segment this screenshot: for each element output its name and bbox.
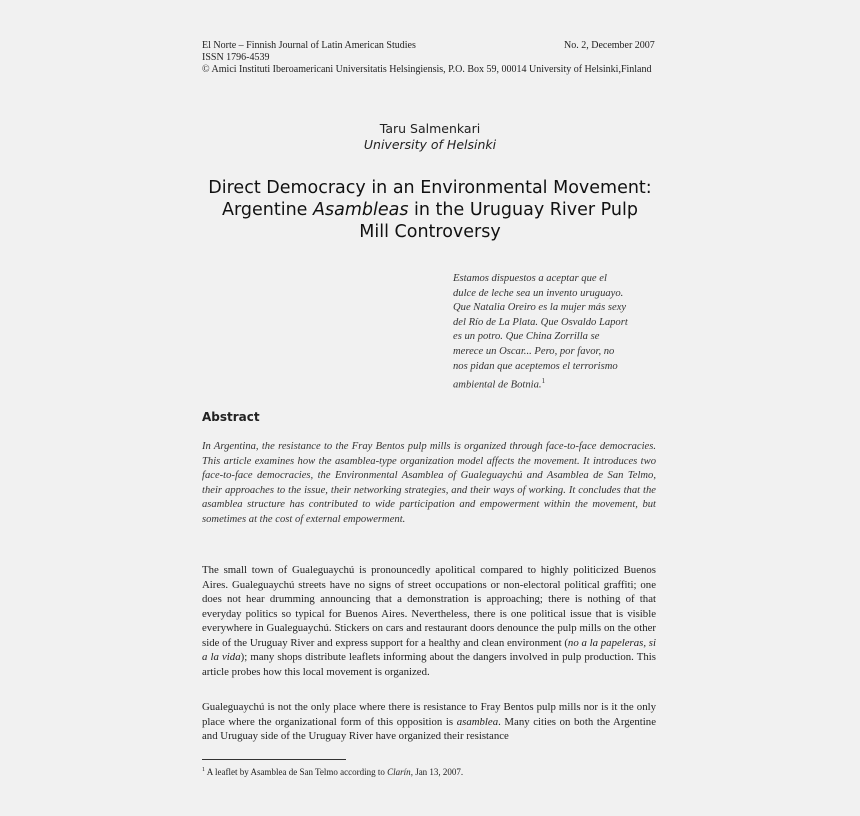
paragraph-2-text-a: Gualeguaychú is not the only place where there is resistance to Fray Bentos pulp mills nor is it the only place where the organizational form of this opposition is [202, 701, 656, 728]
epigraph-line: es un potro. Que China Zorrilla se [453, 331, 600, 343]
epigraph-line: del Río de La Plata. Que Osvaldo Laport [453, 316, 628, 328]
footnote-reference[interactable]: 1 [541, 377, 546, 386]
paragraph-1-emphasis: no a la papeleras, si a la vida [202, 636, 657, 663]
footnote-text-b: , Jan 13, 2007. [410, 767, 464, 777]
footnote-text-a: A leaflet by Asamblea de San Telmo according to [205, 767, 388, 777]
issue-info: No. 2, December 2007 [564, 40, 655, 51]
body-paragraph-1 [202, 563, 656, 679]
footnote-divider [202, 759, 346, 760]
epigraph [453, 272, 663, 393]
title-line-2-post: in the Uruguay River Pulp [408, 200, 638, 220]
journal-name: El Norte – Finnish Journal of Latin American Studies [202, 40, 416, 51]
copyright-line: © Amici Instituti Iberoamericani Universitatis Helsingiensis, P.O. Box 59, 00014 University of Helsinki,Finland [202, 64, 652, 75]
epigraph-line: merece un Oscar... Pero, por favor, no [453, 345, 615, 357]
epigraph-line: dulce de leche sea un invento uruguayo. [453, 287, 624, 299]
paragraph-1-text-a: The small town of Gualeguaychú is pronouncedly apolitical compared to highly politicized Buenos Aires. Gualeguaychú streets have no signs of street occupations or non-electoral political graffiti; one does not hear drumming announcing that a demonstration is approaching; there is nothing of that everyday politics so typical for Buenos Aires. Nevertheless, there is one political issue that is visible everywhere in Gualeguaychú. Stickers on cars and restaurant doors denounce the pulp mills on the other side of the Uruguay River and express support for a healthy and clean environment ( [202, 564, 656, 649]
abstract-text: In Argentina, the resistance to the Fray Bentos pulp mills is organized through face-to-face democracies. This article examines how the asamblea-type organization model affects the movement. It introduces two face-to-face democracies, the Environmental Asamblea of Gualeguaychú and Asamblea de San Telmo, their approaches to the issue, their networking strategies, and their ways of working. It concludes that the asamblea structure has contributed to wide participation and empowerment within the movement, but sometimes at the cost of external empowerment. [202, 441, 656, 525]
author-institution: University of Helsinki [363, 137, 497, 152]
paragraph-2-text-b: . Many cities on both the Argentine and Uruguay side of the Uruguay River have organized their resistance [202, 715, 656, 742]
footnote [202, 765, 463, 778]
title-line-2 [180, 199, 680, 221]
footnote-source: Clarín [387, 767, 411, 777]
abstract-heading: Abstract [202, 410, 260, 424]
title-line-2-pre: Argentine [222, 200, 313, 220]
footnote-mark: 1 [202, 767, 205, 773]
epigraph-line: Que Natalia Oreiro es la mujer más sexy [453, 302, 627, 314]
author-name: Taru Salmenkari [379, 121, 481, 136]
epigraph-line [453, 374, 663, 393]
title-line-3: Mill Controversy [359, 222, 501, 242]
title-line-1: Direct Democracy in an Environmental Movement: [208, 178, 652, 198]
epigraph-line: nos pidan que aceptemos el terrorismo [453, 360, 618, 372]
epigraph-line: Estamos dispuestos a aceptar que el [453, 273, 607, 284]
issn: ISSN 1796-4539 [202, 52, 270, 63]
epigraph-last-text: ambiental de Botnia. [453, 379, 542, 391]
body-paragraph-2 [202, 700, 656, 744]
paragraph-2-emphasis: asamblea [456, 715, 499, 728]
title-line-2-emphasis: Asambleas [313, 200, 409, 220]
article-title [180, 177, 680, 243]
paragraph-1-text-b: ); many shops distribute leaflets informing about the dangers involved in pulp production. This article probes how this local movement is organized. [202, 651, 656, 678]
